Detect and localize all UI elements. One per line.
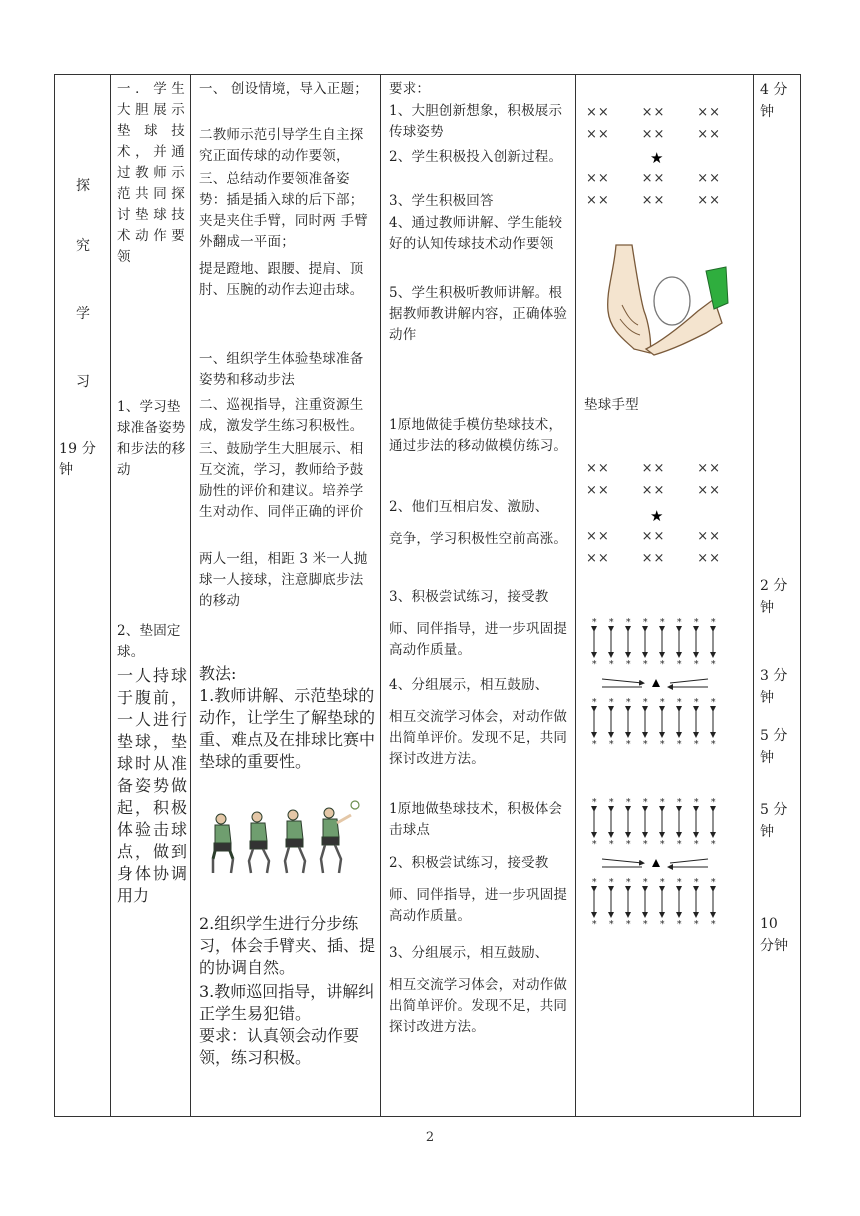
teacher-cell [191, 75, 381, 1117]
stage-char-3: 学 [76, 306, 90, 322]
formation-row [586, 127, 721, 142]
teacher-triangle-icon [652, 859, 660, 867]
organization-cell [576, 75, 754, 1117]
player-dot: * [609, 920, 614, 929]
player-dot: * [609, 878, 614, 888]
player-dot: * [711, 840, 716, 850]
student-s3: 3、学生积极回答 [389, 193, 494, 209]
move-arrow [670, 859, 708, 863]
player-mark: ×× [697, 193, 721, 208]
player-mark: ×× [697, 461, 721, 476]
player-mark: ×× [586, 483, 610, 498]
player-dot: * [643, 840, 648, 850]
student-s6: 1原地做徒手模仿垫球技术，通过步法的移动做模仿练习。 [389, 417, 568, 454]
teacher-p3: 三、总结动作要领准备姿势：插是插入球的后下部；夹是夹住手臂，同时两 手臂外翻成一平面； [199, 171, 368, 250]
stage-duration: 19 分钟 [59, 441, 97, 478]
player-dot: * [694, 840, 699, 850]
player-mark: ×× [641, 193, 666, 208]
player-dot: * [626, 840, 631, 850]
player-mark: ×× [586, 551, 610, 566]
stage-cell [55, 75, 111, 1117]
time-1: 4 分钟 [760, 82, 788, 120]
teacher-p5: 一、组织学生体验垫球准备姿势和移动步法 [199, 351, 364, 388]
teacher-star-icon: ★ [650, 149, 664, 167]
formation-diagram [588, 617, 722, 749]
formation-row [586, 483, 721, 498]
player-mark: ×× [586, 461, 610, 476]
student-s16: 3、分组展示，相互鼓励、 [389, 945, 549, 961]
player-dot: * [626, 618, 631, 628]
student-s14: 2、积极尝试练习，接受教 [389, 855, 549, 871]
player-mark: ×× [697, 483, 721, 498]
move-arrow [602, 679, 642, 683]
player-dot: * [643, 618, 648, 628]
player-dot: * [694, 740, 699, 749]
objective-2: 1、学习垫球准备姿势和步法的移动 [117, 399, 186, 478]
time-5: 5 分钟 [760, 802, 788, 840]
player-mark: ×× [641, 171, 666, 186]
player-dot: * [694, 798, 699, 808]
student-s1: 1、大胆创新想象，积极展示传球姿势 [389, 103, 563, 140]
teacher-star-icon: ★ [650, 507, 664, 525]
player-dot: * [677, 840, 682, 850]
player-dot: * [677, 798, 682, 808]
student-s4: 4、通过教师讲解、学生能较好的认知传球技术动作要领 [389, 215, 563, 252]
player-dot: * [592, 878, 597, 888]
player-dot: * [660, 740, 665, 749]
player-dot: * [626, 920, 631, 929]
player-dot: * [626, 660, 631, 670]
player-dot: * [677, 618, 682, 628]
player-dot: * [711, 618, 716, 628]
teacher-p7: 三、鼓励学生大胆展示、相互交流，学习，教师给予鼓励性的评价和建议。培养学生对动作、同伴正确的评价 [199, 441, 364, 520]
method-3: 3.教师巡回指导，讲解纠正学生易犯错。 [199, 982, 375, 1023]
page-number: 2 [425, 1130, 435, 1145]
formation-row [586, 105, 721, 120]
formation-row [586, 529, 721, 544]
player-mark: ×× [586, 171, 610, 186]
student-s5: 5、学生积极听教师讲解。根据教师教讲解内容，正确体验动作 [389, 285, 568, 343]
formation-row [586, 551, 721, 566]
teacher-p1: 一、 创设情境，导入正题； [199, 81, 368, 97]
player-dot: * [677, 660, 682, 670]
method-2: 2.组织学生进行分步练习，体会手臂夹、插、提的协调自然。 [199, 914, 376, 977]
player-dot: * [609, 698, 614, 708]
move-arrow [602, 859, 642, 863]
teacher-triangle-icon [652, 679, 660, 687]
player-dot: * [711, 798, 716, 808]
time-cell [754, 75, 801, 1117]
player-dot: * [677, 698, 682, 708]
objective-4: 一人持球于腹前，一人进行垫球，垫球时从准备姿势做起，积极体验击球点，做到身体协调用力 [117, 666, 187, 905]
player-dot: * [660, 798, 665, 808]
formation-diagram [588, 797, 722, 929]
player-dot: * [592, 698, 597, 708]
player-dot: * [592, 740, 597, 749]
player-dot: * [660, 840, 665, 850]
student-cell [381, 75, 576, 1117]
player-dot: * [609, 798, 614, 808]
player-dot: * [609, 740, 614, 749]
player-dot: * [592, 920, 597, 929]
method-heading: 教法: [199, 664, 237, 683]
stage-char-1: 探 [76, 178, 90, 194]
player-dot: * [609, 660, 614, 670]
objective-1: 一．学生大胆展示垫球技术，并通过教师示范共同探讨垫球技术动作要领 [117, 81, 185, 265]
player-mark: ×× [641, 105, 666, 120]
player-dot: * [660, 878, 665, 888]
teacher-p8: 两人一组，相距 3 米一人抛球一人接球，注意脚底步法的移动 [199, 551, 368, 609]
player-dot: * [592, 798, 597, 808]
player-dot: * [592, 618, 597, 628]
student-s11: 4、分组展示，相互鼓励、 [389, 677, 549, 693]
player-dot: * [711, 878, 716, 888]
student-s8: 竞争，学习积极性空前高涨。 [389, 531, 568, 547]
player-dot: * [694, 878, 699, 888]
hand-grip-illustration [586, 241, 731, 359]
stage-char-4: 习 [76, 374, 90, 390]
hand-grip-label: 垫球手型 [584, 397, 639, 413]
player-dot: * [643, 740, 648, 749]
time-2: 2 分钟 [760, 578, 788, 616]
player-mark: ×× [586, 193, 610, 208]
time-4: 5 分钟 [760, 728, 788, 766]
player-dot: * [660, 698, 665, 708]
student-s9: 3、积极尝试练习，接受教 [389, 589, 549, 605]
player-dot: * [694, 618, 699, 628]
player-dot: * [643, 698, 648, 708]
player-mark: ×× [641, 529, 666, 544]
player-dot: * [677, 878, 682, 888]
player-dot: * [643, 660, 648, 670]
player-dot: * [711, 698, 716, 708]
player-dot: * [592, 660, 597, 670]
student-s17: 相互交流学习体会，对动作做出简单评价。发现不足，共同探讨改进方法。 [389, 977, 568, 1035]
player-dot: * [626, 878, 631, 888]
player-dot: * [694, 660, 699, 670]
student-s2: 2、学生积极投入创新过程。 [389, 149, 563, 165]
player-dot: * [677, 920, 682, 929]
players-passing-illustration [205, 799, 361, 883]
lesson-plan-table [54, 74, 801, 1117]
student-s10: 师、同伴指导，进一步巩固提高动作质量。 [389, 621, 568, 658]
student-s12: 相互交流学习体会，对动作做出简单评价。发现不足，共同探讨改进方法。 [389, 709, 568, 767]
move-arrow [670, 679, 708, 683]
time-3: 3 分钟 [760, 668, 788, 706]
player-mark: ×× [641, 483, 666, 498]
method-1: 1.教师讲解、示范垫球的动作，让学生了解垫球的重、难点及在排球比赛中垫球的重要性。 [199, 686, 376, 771]
player-mark: ×× [641, 551, 666, 566]
time-6: 10 分钟 [760, 916, 788, 954]
player-dot: * [626, 740, 631, 749]
method-4: 要求：认真领会动作要领，练习积极。 [199, 1026, 360, 1067]
player-dot: * [694, 920, 699, 929]
player-dot: * [660, 920, 665, 929]
objective-3: 2、垫固定球。 [117, 623, 181, 660]
player-mark: ×× [697, 105, 721, 120]
player-dot: * [626, 698, 631, 708]
student-s13: 1原地做垫球技术，积极体会击球点 [389, 801, 563, 838]
player-mark: ×× [697, 551, 721, 566]
player-dot: * [660, 618, 665, 628]
player-dot: * [711, 740, 716, 749]
formation-row [586, 461, 721, 476]
player-mark: ×× [697, 529, 721, 544]
formation-row [586, 171, 721, 186]
player-mark: ×× [697, 127, 721, 142]
stage-char-2: 究 [76, 238, 90, 254]
player-dot: * [643, 878, 648, 888]
player-dot: * [660, 660, 665, 670]
student-s0: 要求： [389, 81, 431, 97]
player-mark: ×× [586, 105, 610, 120]
student-s7: 2、他们互相启发、激励、 [389, 499, 549, 515]
player-dot: * [711, 920, 716, 929]
player-dot: * [711, 660, 716, 670]
teacher-p4: 提是蹬地、跟腰、提肩、顶肘、压腕的动作去迎击球。 [199, 261, 364, 298]
player-mark: ×× [641, 461, 666, 476]
teacher-p6: 二、巡视指导，注重资源生成，激发学生练习积极性。 [199, 397, 364, 434]
player-mark: ×× [586, 529, 610, 544]
teacher-p2: 二教师示范引导学生自主探究正面传球的动作要领， [199, 127, 364, 164]
player-dot: * [694, 698, 699, 708]
player-dot: * [592, 840, 597, 850]
player-dot: * [677, 740, 682, 749]
objectives-cell [111, 75, 191, 1117]
player-dot: * [609, 618, 614, 628]
player-dot: * [643, 920, 648, 929]
player-dot: * [609, 840, 614, 850]
player-mark: ×× [697, 171, 721, 186]
player-dot: * [643, 798, 648, 808]
player-dot: * [626, 798, 631, 808]
student-s15: 师、同伴指导，进一步巩固提高动作质量。 [389, 887, 568, 924]
player-mark: ×× [641, 127, 666, 142]
player-mark: ×× [586, 127, 610, 142]
formation-row [586, 193, 721, 208]
